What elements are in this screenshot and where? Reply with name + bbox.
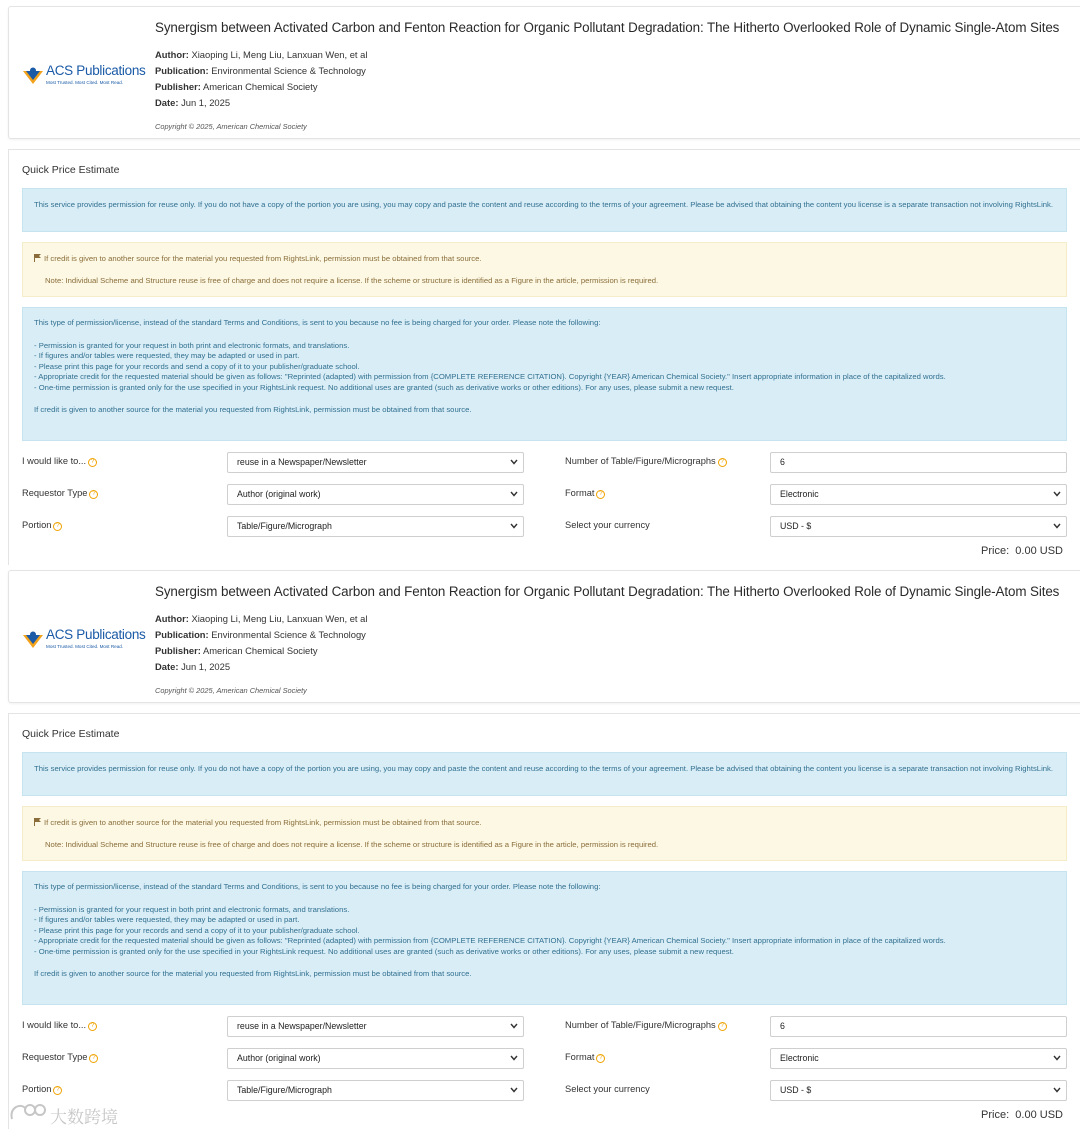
format-select[interactable] (770, 484, 1067, 505)
chevron-down-icon (1053, 491, 1061, 497)
logo-tagline: Most Trusted. Most Cited. Most Read. (46, 644, 124, 649)
article-publisher (155, 81, 318, 92)
requestor-type-select[interactable] (227, 1048, 524, 1069)
article-info-card (8, 6, 1080, 139)
terms-item: - If figures and/or tables were requested, they may be adapted or used in part. (34, 351, 300, 361)
article-title: Synergism between Activated Carbon and Fenton Reaction for Organic Pollutant Degradation: The Hitherto Overlooked Role of Dynamic Single-Atom Sites (155, 584, 1060, 599)
chevron-down-icon (1053, 523, 1061, 529)
article-title: Synergism between Activated Carbon and Fenton Reaction for Organic Pollutant Degradation: The Hitherto Overlooked Role of Dynamic Single-Atom Sites (155, 20, 1060, 35)
help-icon[interactable]: ? (718, 1022, 727, 1031)
format-label-text: Format (565, 488, 595, 498)
terms-item: - One-time permission is granted only for the use specified in your RightsLink request. No additional uses are granted (such as derivative works or other editions). For any uses, please submit a new request. (34, 382, 734, 392)
number-label-text: Number of Table/Figure/Micrographs (565, 456, 716, 466)
number-input[interactable]: 6 (770, 452, 1067, 473)
chevron-down-icon (510, 523, 518, 529)
terms-item: - If figures and/or tables were requested, they may be adapted or used in part. (34, 915, 300, 925)
help-icon[interactable]: ? (53, 1086, 62, 1095)
number-label-text: Number of Table/Figure/Micrographs (565, 1020, 716, 1030)
warning-line-2: Note: Individual Scheme and Structure reuse is free of charge and does not require a license. If the scheme or structure is identified as a Figure in the article, permission is required. (45, 276, 659, 285)
publication-label: Publication: (155, 65, 209, 76)
credit-warning (22, 806, 1067, 861)
article-date (155, 97, 230, 108)
chevron-down-icon (1053, 1087, 1061, 1093)
currency-label: Select your currency (565, 1084, 650, 1094)
format-select[interactable] (770, 1048, 1067, 1069)
would-like-value: reuse in a Newspaper/Newsletter (237, 457, 367, 467)
logo-tagline: Most Trusted. Most Cited. Most Read. (46, 80, 124, 85)
warning-line-2: Note: Individual Scheme and Structure reuse is free of charge and does not require a license. If the scheme or structure is identified as a Figure in the article, permission is required. (45, 840, 659, 849)
price-display (981, 545, 1063, 557)
terms-item: - Please print this page for your records and send a copy of it to your publisher/graduate school. (34, 361, 360, 371)
chevron-down-icon (510, 459, 518, 465)
terms-notice (22, 307, 1067, 441)
author-label: Author: (155, 49, 189, 60)
format-label-text: Format (565, 1052, 595, 1062)
info-notice: This service provides permission for reuse only. If you do not have a copy of the portion you are using, you may copy and paste the content and reuse according to the terms of your agreement. Please be advised that obtaining the content you license is a separate transaction not involving RightsLink. (22, 752, 1067, 796)
currency-label: Select your currency (565, 520, 650, 530)
number-label (565, 456, 727, 467)
currency-select[interactable] (770, 516, 1067, 537)
terms-item: - Permission is granted for your request in both print and electronic formats, and translations. (34, 904, 350, 914)
quick-price-estimate-panel (8, 149, 1080, 565)
publisher-value: American Chemical Society (202, 645, 318, 656)
warning-line-1 (34, 254, 482, 265)
quick-price-estimate-panel (8, 713, 1080, 1129)
help-icon[interactable]: ? (88, 458, 97, 467)
acs-logo-icon (23, 631, 43, 649)
portion-value: Table/Figure/Micrograph (237, 1085, 332, 1095)
currency-select[interactable] (770, 1080, 1067, 1101)
requestor-type-label (22, 1052, 98, 1063)
portion-label-text: Portion (22, 520, 52, 530)
requestor-value: Author (original work) (237, 489, 321, 499)
article-author (155, 613, 367, 624)
article-date (155, 661, 230, 672)
quick-price-heading: Quick Price Estimate (22, 728, 120, 740)
would-like-label (22, 456, 97, 467)
would-like-value: reuse in a Newspaper/Newsletter (237, 1021, 367, 1031)
number-label (565, 1020, 727, 1031)
watermark-text: 大数跨境 (50, 1108, 118, 1128)
acs-logo-icon (23, 67, 43, 85)
price-label: Price: (981, 545, 1010, 557)
terms-notice (22, 871, 1067, 1005)
terms-intro: This type of permission/license, instead of the standard Terms and Conditions, is sent to you because no fee is being charged for your order. Please note the following: (34, 318, 601, 327)
terms-item: - One-time permission is granted only for the use specified in your RightsLink request. No additional uses are granted (such as derivative works or other editions). For any uses, please submit a new request. (34, 946, 734, 956)
watermark-icon (8, 1101, 48, 1125)
terms-item: - Please print this page for your records and send a copy of it to your publisher/graduate school. (34, 925, 360, 935)
article-author (155, 49, 367, 60)
requestor-type-select[interactable] (227, 484, 524, 505)
help-icon[interactable]: ? (718, 458, 727, 467)
would-like-label-text: I would like to... (22, 1020, 87, 1030)
publication-value: Environmental Science & Technology (211, 629, 366, 640)
article-copyright: Copyright © 2025, American Chemical Society (155, 122, 307, 131)
quick-price-heading: Quick Price Estimate (22, 164, 120, 176)
article-copyright: Copyright © 2025, American Chemical Society (155, 686, 307, 695)
warning-text-1: If credit is given to another source for the material you requested from RightsLink, permission must be obtained from that source. (44, 254, 482, 263)
requestor-label-text: Requestor Type (22, 488, 88, 498)
author-value: Xiaoping Li, Meng Liu, Lanxuan Wen, et al (191, 613, 368, 624)
publisher-label: Publisher: (155, 81, 201, 92)
currency-value: USD - $ (780, 1085, 812, 1095)
article-publication (155, 65, 366, 76)
would-like-select[interactable] (227, 452, 524, 473)
warning-line-1 (34, 818, 482, 829)
chevron-down-icon (510, 1023, 518, 1029)
publication-label: Publication: (155, 629, 209, 640)
portion-label-text: Portion (22, 1084, 52, 1094)
chevron-down-icon (510, 1087, 518, 1093)
terms-item: - Appropriate credit for the requested material should be given as follows: "Reprinted (adapted) with permission from {COMPLETE REFERENCE CITATION}. Copyright {YEAR} American Chemical Society." Insert appropriate information in place of the capitalized words. (34, 936, 946, 946)
acs-publications-logo (23, 63, 151, 91)
terms-footer: If credit is given to another source for the material you requested from RightsLink, permission must be obtained from that source. (34, 968, 472, 978)
portion-select[interactable] (227, 1080, 524, 1101)
license-block-2 (0, 564, 1080, 1128)
price-value: 0.00 USD (1015, 545, 1063, 557)
credit-warning (22, 242, 1067, 297)
watermark-logo (8, 1101, 148, 1128)
requestor-label-text: Requestor Type (22, 1052, 88, 1062)
portion-value: Table/Figure/Micrograph (237, 521, 332, 531)
author-value: Xiaoping Li, Meng Liu, Lanxuan Wen, et al (191, 49, 368, 60)
help-icon[interactable]: ? (596, 490, 605, 499)
portion-select[interactable] (227, 516, 524, 537)
requestor-type-label (22, 488, 98, 499)
article-publication (155, 629, 366, 640)
terms-item: - Permission is granted for your request in both print and electronic formats, and translations. (34, 340, 350, 350)
publisher-label: Publisher: (155, 645, 201, 656)
flag-icon (34, 818, 41, 826)
would-like-select[interactable] (227, 1016, 524, 1037)
flag-icon (34, 254, 41, 262)
price-display (981, 1109, 1063, 1121)
terms-intro: This type of permission/license, instead of the standard Terms and Conditions, is sent to you because no fee is being charged for your order. Please note the following: (34, 882, 601, 891)
chevron-down-icon (510, 491, 518, 497)
currency-value: USD - $ (780, 521, 812, 531)
would-like-label (22, 1020, 97, 1031)
format-value: Electronic (780, 489, 819, 499)
help-icon[interactable]: ? (89, 1054, 98, 1063)
number-input[interactable]: 6 (770, 1016, 1067, 1037)
chevron-down-icon (510, 1055, 518, 1061)
terms-footer: If credit is given to another source for the material you requested from RightsLink, permission must be obtained from that source. (34, 404, 472, 414)
format-label (565, 1052, 605, 1063)
date-value: Jun 1, 2025 (181, 97, 231, 108)
date-value: Jun 1, 2025 (181, 661, 231, 672)
terms-item: - Appropriate credit for the requested material should be given as follows: "Reprinted (adapted) with permission from {COMPLETE REFERENCE CITATION}. Copyright {YEAR} American Chemical Society." Insert appropriate information in place of the capitalized words. (34, 372, 946, 382)
help-icon[interactable]: ? (596, 1054, 605, 1063)
portion-label (22, 520, 62, 531)
article-info-card (8, 570, 1080, 703)
would-like-label-text: I would like to... (22, 456, 87, 466)
logo-name: ACS Publications (46, 627, 146, 642)
portion-label (22, 1084, 62, 1095)
publisher-value: American Chemical Society (202, 81, 318, 92)
logo-name: ACS Publications (46, 63, 146, 78)
format-value: Electronic (780, 1053, 819, 1063)
chevron-down-icon (1053, 1055, 1061, 1061)
help-icon[interactable]: ? (89, 490, 98, 499)
date-label: Date: (155, 97, 179, 108)
help-icon[interactable]: ? (53, 522, 62, 531)
publication-value: Environmental Science & Technology (211, 65, 366, 76)
license-block-1 (0, 0, 1080, 564)
help-icon[interactable]: ? (88, 1022, 97, 1031)
acs-publications-logo (23, 627, 151, 655)
price-label: Price: (981, 1109, 1010, 1121)
article-publisher (155, 645, 318, 656)
info-notice: This service provides permission for reuse only. If you do not have a copy of the portion you are using, you may copy and paste the content and reuse according to the terms of your agreement. Please be advised that obtaining the content you license is a separate transaction not involving RightsLink. (22, 188, 1067, 232)
format-label (565, 488, 605, 499)
price-value: 0.00 USD (1015, 1109, 1063, 1121)
warning-text-1: If credit is given to another source for the material you requested from RightsLink, permission must be obtained from that source. (44, 818, 482, 827)
author-label: Author: (155, 613, 189, 624)
date-label: Date: (155, 661, 179, 672)
requestor-value: Author (original work) (237, 1053, 321, 1063)
